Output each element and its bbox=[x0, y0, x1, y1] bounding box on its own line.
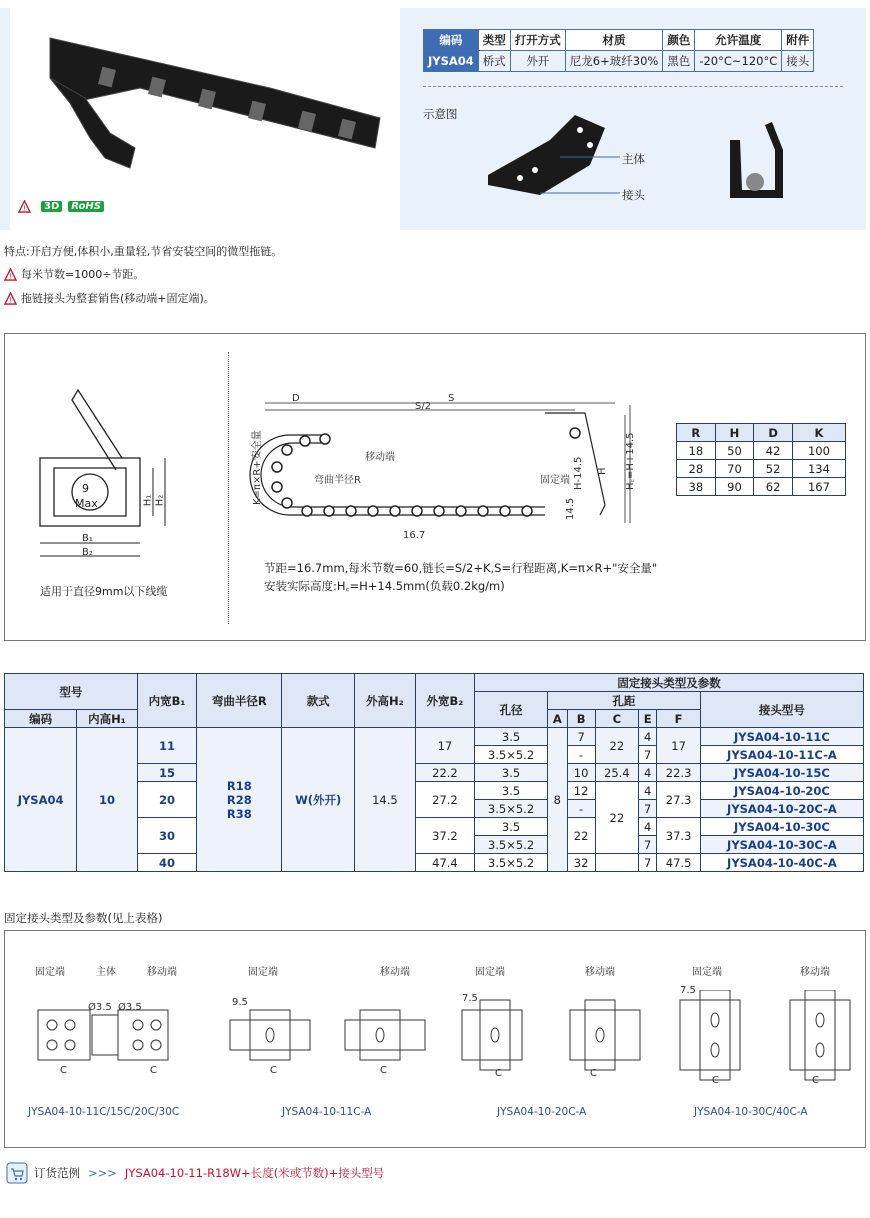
jt-header: 接头型号 bbox=[700, 692, 863, 728]
e-cell: 7 bbox=[639, 854, 657, 872]
hole-cell: 3.5×5.2 bbox=[475, 836, 548, 854]
3d-badge: 3D bbox=[41, 201, 62, 212]
spec-cell: JYSA04 bbox=[424, 51, 479, 72]
r-cell: 70 bbox=[715, 460, 754, 478]
hf-label: H꜀=H+14.5 bbox=[625, 432, 636, 490]
v145-label: 14.5 bbox=[565, 497, 576, 520]
svg-text:!: ! bbox=[23, 203, 26, 213]
r-value: R18 bbox=[226, 778, 252, 793]
jt-cell: JYSA04-10-20C-A bbox=[700, 800, 863, 818]
r-value: R28 bbox=[226, 792, 252, 807]
b1-header: 内宽B₁ bbox=[137, 674, 196, 728]
r-header: D bbox=[754, 424, 793, 442]
fix-header: 固定接头类型及参数 bbox=[475, 674, 864, 692]
b-cell: 10 bbox=[567, 764, 595, 782]
chain-side-figure bbox=[245, 395, 645, 535]
h1-label: H₁ bbox=[142, 494, 154, 507]
joint-caption: JYSA04-10-20C-A bbox=[497, 1106, 587, 1118]
dia-max: Max bbox=[75, 497, 98, 510]
note-row bbox=[4, 266, 144, 282]
cross-section-figure bbox=[20, 378, 190, 568]
schematic-title: 示意图 bbox=[423, 107, 458, 121]
note-text: 拖链接头为整套销售(移动端+固定端)。 bbox=[21, 292, 215, 305]
spec-header: 材质 bbox=[565, 30, 663, 51]
dim-label: 7.5 bbox=[680, 985, 696, 996]
joint-caption: JYSA04-10-11C/15C/20C/30C bbox=[28, 1106, 180, 1118]
feature-note: 特点:开启方便,体积小,重量轻,节省安装空间的微型拖链。 bbox=[4, 245, 283, 258]
h2-label: H₂ bbox=[154, 494, 166, 507]
dim-label: 7.5 bbox=[462, 993, 478, 1004]
b2-label: B₂ bbox=[82, 547, 93, 558]
e-cell: 7 bbox=[639, 836, 657, 854]
move-label: 移动端 bbox=[585, 967, 615, 978]
style-cell: W(外开) bbox=[282, 728, 355, 872]
b-cell: 7 bbox=[567, 728, 595, 746]
f-header: F bbox=[657, 710, 701, 728]
a-header: A bbox=[547, 710, 567, 728]
c-label: C bbox=[380, 1065, 387, 1076]
f-cell: 27.3 bbox=[657, 782, 701, 818]
jt-cell: JYSA04-10-11C bbox=[700, 728, 863, 746]
fixed-label: 固定端 bbox=[475, 967, 505, 978]
jt-cell: JYSA04-10-20C bbox=[700, 782, 863, 800]
style-header: 款式 bbox=[282, 674, 355, 728]
r-header: K bbox=[792, 424, 845, 442]
c-label: C bbox=[150, 1065, 157, 1076]
spec-header: 编码 bbox=[424, 30, 479, 51]
b-header: B bbox=[567, 710, 595, 728]
c-label: C bbox=[590, 1068, 597, 1079]
spec-cell: -20°C~120°C bbox=[695, 51, 782, 72]
c-cell: 25.4 bbox=[595, 764, 639, 782]
move-label: 移动端 bbox=[800, 967, 830, 978]
note-row bbox=[4, 290, 215, 306]
h2-header: 外高H₂ bbox=[355, 674, 416, 728]
s-label: S bbox=[448, 393, 455, 404]
dia-label: Ø3.5 bbox=[88, 1002, 112, 1013]
r-cell: 38 bbox=[677, 478, 716, 496]
pitch-label: 16.7 bbox=[403, 530, 426, 541]
b2-cell: 22.2 bbox=[415, 764, 474, 782]
r-table bbox=[676, 423, 846, 496]
c-cell bbox=[595, 854, 639, 872]
spec-cell: 黑色 bbox=[663, 51, 695, 72]
joints-title: 固定接头类型及参数(见上表格) bbox=[4, 911, 163, 925]
r-cell bbox=[197, 728, 282, 872]
b2-cell: 37.2 bbox=[415, 818, 474, 854]
h-label: H bbox=[597, 467, 608, 475]
b-cell: 22 bbox=[567, 818, 595, 854]
code-cell: JYSA04 bbox=[5, 728, 77, 872]
jt-cell: JYSA04-10-15C bbox=[700, 764, 863, 782]
spec-header: 允许温度 bbox=[695, 30, 782, 51]
spec-header: 类型 bbox=[478, 30, 510, 51]
jt-cell: JYSA04-10-40C-A bbox=[700, 854, 863, 872]
warning-icon bbox=[18, 200, 31, 213]
e-header: E bbox=[639, 710, 657, 728]
body-label: 主体 bbox=[96, 967, 116, 978]
h1-cell: 10 bbox=[77, 728, 138, 872]
r-cell: 134 bbox=[792, 460, 845, 478]
c-label: C bbox=[495, 1068, 502, 1079]
fixed-label: 固定端 bbox=[248, 967, 278, 978]
rohs-badge: RoHS bbox=[68, 201, 104, 212]
joint-label: 接头 bbox=[622, 188, 645, 202]
dim-label: 9.5 bbox=[232, 997, 248, 1008]
e-cell: 4 bbox=[639, 728, 657, 746]
jt-cell: JYSA04-10-11C-A bbox=[700, 746, 863, 764]
spec-cell: 接头 bbox=[782, 51, 814, 72]
c-header: C bbox=[595, 710, 639, 728]
model-header: 型号 bbox=[5, 674, 138, 710]
b1-cell: 30 bbox=[137, 818, 196, 854]
code-header: 编码 bbox=[5, 710, 77, 728]
hole-cell: 3.5×5.2 bbox=[475, 800, 548, 818]
b-cell: - bbox=[567, 746, 595, 764]
f-cell: 17 bbox=[657, 728, 701, 764]
spec-header: 打开方式 bbox=[510, 30, 565, 51]
r-cell: 100 bbox=[792, 442, 845, 460]
e-cell: 7 bbox=[639, 800, 657, 818]
c-label: C bbox=[712, 1075, 719, 1086]
jt-cell: JYSA04-10-30C-A bbox=[700, 836, 863, 854]
b1-cell: 40 bbox=[137, 854, 196, 872]
order-arrow: >>> bbox=[88, 1166, 117, 1180]
f-cell: 37.3 bbox=[657, 818, 701, 854]
r-header: H bbox=[715, 424, 754, 442]
b1-cell: 11 bbox=[137, 728, 196, 764]
divider bbox=[228, 352, 229, 624]
e-cell: 4 bbox=[639, 782, 657, 800]
e-cell: 4 bbox=[639, 764, 657, 782]
hole-cell: 3.5 bbox=[475, 782, 548, 800]
a-cell: 8 bbox=[547, 728, 567, 872]
r-header: R bbox=[677, 424, 716, 442]
spec-cell: 桥式 bbox=[478, 51, 510, 72]
main-table bbox=[4, 673, 864, 872]
warning-icon bbox=[4, 268, 17, 281]
fixed-label: 固定端 bbox=[35, 967, 65, 978]
hole-cell: 3.5 bbox=[475, 764, 548, 782]
spec-header: 颜色 bbox=[663, 30, 695, 51]
hole-cell: 3.5 bbox=[475, 728, 548, 746]
s-half-label: S/2 bbox=[415, 401, 432, 412]
fixed-end-label: 固定端 bbox=[540, 475, 570, 486]
spec-cell: 尼龙6+玻纤30% bbox=[565, 51, 663, 72]
fixed-label: 固定端 bbox=[692, 967, 722, 978]
b2-header: 外宽B₂ bbox=[415, 674, 474, 728]
svg-text:!: ! bbox=[9, 295, 12, 305]
radius-label: 弯曲半径R bbox=[314, 475, 361, 486]
warning-icon bbox=[4, 292, 17, 305]
f-cell: 47.5 bbox=[657, 854, 701, 872]
height-note: 安装实际高度:H꜀=H+14.5mm(负载0.2kg/m) bbox=[264, 579, 505, 593]
c-label: C bbox=[812, 1075, 819, 1086]
c-label: C bbox=[60, 1065, 67, 1076]
joint-caption: JYSA04-10-30C/40C-A bbox=[694, 1106, 808, 1118]
b1-cell: 15 bbox=[137, 764, 196, 782]
cart-icon bbox=[6, 1162, 28, 1184]
spec-table bbox=[423, 29, 814, 72]
f-cell: 22.3 bbox=[657, 764, 701, 782]
order-text: JYSA04-10-11-R18W+长度(米或节数)+接头型号 bbox=[124, 1166, 385, 1180]
r-cell: 50 bbox=[715, 442, 754, 460]
r-cell: 28 bbox=[677, 460, 716, 478]
r-cell: 52 bbox=[754, 460, 793, 478]
r-cell: 62 bbox=[754, 478, 793, 496]
spec-header: 附件 bbox=[782, 30, 814, 51]
joint-caption: JYSA04-10-11C-A bbox=[282, 1106, 372, 1118]
hole-cell: 3.5 bbox=[475, 818, 548, 836]
order-label: 订货范例 bbox=[34, 1166, 80, 1180]
pitch-note: 节距=16.7mm,每米节数=60,链长=S/2+K,S=行程距离,K=π×R+"安全量" bbox=[264, 561, 658, 575]
b2-cell: 17 bbox=[415, 728, 474, 764]
r-cell: 90 bbox=[715, 478, 754, 496]
r-cell: 18 bbox=[677, 442, 716, 460]
c-cell: 22 bbox=[595, 728, 639, 764]
dia-value: 9 bbox=[82, 482, 89, 495]
product-photo bbox=[10, 8, 400, 230]
r-cell: 167 bbox=[792, 478, 845, 496]
k-label: K=π×R+安全量 bbox=[252, 430, 263, 505]
note-text: 每米节数=1000÷节距。 bbox=[21, 268, 145, 281]
hole-cell: 3.5×5.2 bbox=[475, 854, 548, 872]
c-cell: 22 bbox=[595, 782, 639, 854]
cable-caption: 适用于直径9mm以下线缆 bbox=[40, 585, 168, 598]
h2-cell: 14.5 bbox=[355, 728, 416, 872]
order-example bbox=[6, 1162, 384, 1184]
move-label: 移动端 bbox=[147, 967, 177, 978]
e-cell: 4 bbox=[639, 818, 657, 836]
b2-cell: 27.2 bbox=[415, 782, 474, 818]
b2-cell: 47.4 bbox=[415, 854, 474, 872]
spec-cell: 外开 bbox=[510, 51, 565, 72]
r-cell: 42 bbox=[754, 442, 793, 460]
divider bbox=[423, 86, 843, 87]
r-header: 弯曲半径R bbox=[197, 674, 282, 728]
dia-label: Ø3.5 bbox=[118, 1002, 142, 1013]
r-value: R38 bbox=[226, 806, 252, 821]
svg-text:!: ! bbox=[9, 271, 12, 281]
body-label: 主体 bbox=[622, 152, 645, 166]
move-label: 移动端 bbox=[380, 967, 410, 978]
b1-label: B₁ bbox=[82, 533, 93, 544]
hole-header: 孔径 bbox=[475, 692, 548, 728]
badge-row bbox=[18, 200, 104, 213]
b-cell: - bbox=[567, 800, 595, 818]
jt-cell: JYSA04-10-30C bbox=[700, 818, 863, 836]
d-label: D bbox=[292, 393, 300, 404]
pitch-header: 孔距 bbox=[547, 692, 700, 710]
h-minus-label: H-14.5 bbox=[573, 456, 584, 490]
hole-cell: 3.5×5.2 bbox=[475, 746, 548, 764]
b-cell: 12 bbox=[567, 782, 595, 800]
b-cell: 32 bbox=[567, 854, 595, 872]
move-end-label: 移动端 bbox=[365, 452, 395, 463]
e-cell: 7 bbox=[639, 746, 657, 764]
h1-header: 内高H₁ bbox=[77, 710, 138, 728]
c-label: C bbox=[270, 1065, 277, 1076]
b1-cell: 20 bbox=[137, 782, 196, 818]
